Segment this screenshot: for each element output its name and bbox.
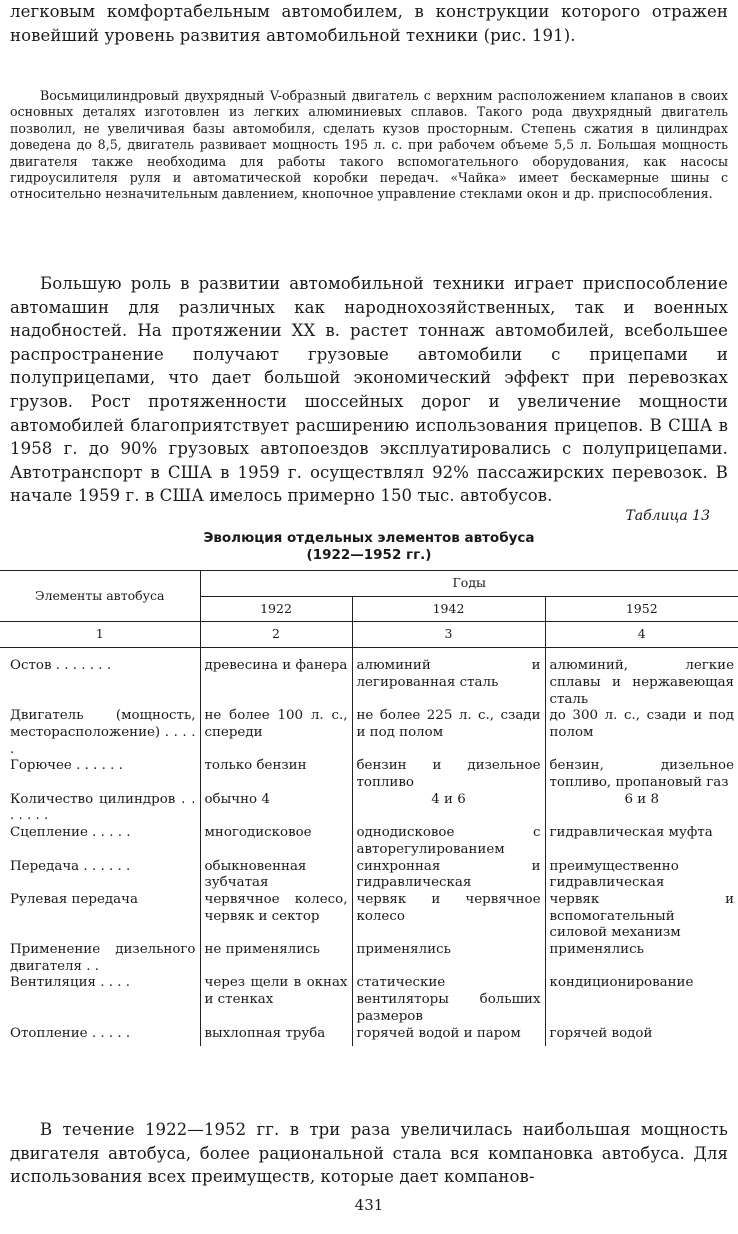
table-cell: гидравлическая муфта (545, 825, 738, 858)
row-label: Остов . . . . . . . (10, 658, 112, 674)
paragraph-small-print: Восьмицилиндровый двухрядный V-образный двигатель с верхним расположением клапанов в своих основных деталях изготовлен из легких алюминиевых сплавов. Такого рода двухрядный двигатель позволил, не увеличивая базы автомобиля, сделать кузов просторным. Степень сжатия в цилиндрах доведена до 8,5, двигатель развивает мощность 195 л. с. при рабочем объеме 5,5 л. Большая мощность двигателя также необходима для работы такого вспомогательного оборудования, как насосы гидроусилителя руля и автоматической коробки передач. «Чайка» имеет бескамерные шины с относительно незначительным давлением, кнопочное управление стеклами окон и др. приспособления. (10, 88, 728, 202)
table-row (0, 975, 738, 1025)
row-label: Отопление . . . . . (10, 1025, 131, 1041)
row-label: Горючее . . . . . . (10, 758, 123, 774)
paragraph-body: Большую роль в развитии автомобильной техники играет приспособление автомашин для различных как народнохозяйственных, так и военных надобностей. На протяжении XX в. растет тоннаж автомобилей, всебольшее распространение получают грузовые автомобили с прицепами и полуприцепами, что дает большой экономический эффект при перевозках грузов. Рост протяженности шоссейных дорог и увеличение мощности автомобилей благоприятствует расширению использования прицепов. В США в 1958 г. до 90% грузовых автопоездов эксплуатировались с полуприцепами. Автотранспорт в США в 1959 г. осуществлял 92% пассажирских перевозок. В начале 1959 г. в США имелось примерно 150 тыс. автобусов. (10, 274, 728, 506)
table-cell: преимущественно гидравлическая (545, 859, 738, 892)
col-header-elements: Элементы автобуса (0, 571, 200, 622)
col-number: 1 (0, 622, 200, 648)
table-cell: многодисковое (200, 825, 352, 858)
col-header-year: 1952 (545, 596, 738, 622)
row-label: Вентиляция . . . . (10, 975, 131, 991)
table-cell: 4 и 6 (352, 792, 545, 825)
table-cell: не более 225 л. с., сзади и под полом (352, 708, 545, 758)
table-cell: не более 100 л. с., спереди (200, 708, 352, 758)
col-number: 3 (352, 622, 545, 648)
col-header-year: 1942 (352, 596, 545, 622)
table-label: Таблица 13 (625, 508, 710, 524)
table-cell: однодисковое с авторегулированием (352, 825, 545, 858)
table-row (0, 942, 738, 975)
table-cell: кондиционирование (545, 975, 738, 1025)
table-title (0, 530, 738, 564)
table-cell: червячное колесо, червяк и сектор (200, 892, 352, 942)
table-row (0, 792, 738, 825)
row-label: Сцепление . . . . . (10, 825, 131, 841)
row-label: Применение дизельного двигателя . . (10, 942, 196, 974)
table-row (0, 758, 738, 791)
table-cell: только бензин (200, 758, 352, 791)
table-cell: горячей водой и паром (352, 1026, 545, 1047)
table-cell: синхронная и гидравлическая (352, 859, 545, 892)
table-row (0, 708, 738, 758)
table-title-line2: (1922—1952 гг.) (306, 547, 432, 563)
table-cell: обычно 4 (200, 792, 352, 825)
paragraph-continued: легковым комфортабельным автомобилем, в конструкции которого отражен новейший уровень развития автомобильной техники (рис. 191). (10, 2, 728, 45)
table-row (0, 892, 738, 942)
table-cell: алюминий, легкие сплавы и нержавеющая сталь (545, 658, 738, 708)
row-label: Двигатель (мощность, месторасположение) . . . . . (10, 708, 196, 757)
row-label: Передача . . . . . . (10, 858, 131, 874)
table-cell: червяк и червячное колесо (352, 892, 545, 942)
table-cell: горячей водой (545, 1026, 738, 1047)
paragraph-body: В течение 1922—1952 гг. в три раза увеличилась наибольшая мощность двигателя автобуса, более рациональной стала вся компановка автобуса. Для использования всех преимуществ, которые дает компанов- (10, 1120, 728, 1187)
table-cell: не применялись (200, 942, 352, 975)
col-number: 2 (200, 622, 352, 648)
col-number: 4 (545, 622, 738, 648)
table-cell: 6 и 8 (545, 792, 738, 825)
page-number: 431 (354, 1196, 384, 1214)
table-cell: применялись (352, 942, 545, 975)
table-row (0, 825, 738, 858)
table-cell: применялись (545, 942, 738, 975)
table-cell: бензин и дизельное топливо (352, 758, 545, 791)
table-row (0, 1026, 738, 1047)
table-row (0, 859, 738, 892)
row-label: Количество цилиндров . . . . . . . (10, 791, 196, 824)
table-cell: бензин, дизельное топливо, пропановый газ (545, 758, 738, 791)
table-cell: червяк и вспомогательный силовой механизм (545, 892, 738, 942)
col-header-years: Годы (200, 571, 738, 597)
bus-evolution-table (0, 570, 738, 1046)
table-cell: через щели в окнах и стенках (200, 975, 352, 1025)
table-cell: выхлопная труба (200, 1026, 352, 1047)
table-cell: до 300 л. с., сзади и под полом (545, 708, 738, 758)
table-cell: обыкновенная зубчатая (200, 859, 352, 892)
col-header-year: 1922 (200, 596, 352, 622)
table-title-line1: Эволюция отдельных элементов автобуса (203, 530, 535, 546)
table-row (0, 658, 738, 708)
table-cell: статические вентиляторы больших размеров (352, 975, 545, 1025)
table-cell: алюминий и легированная сталь (352, 658, 545, 708)
table-cell: древесина и фанера (200, 658, 352, 708)
row-label: Рулевая передача (10, 891, 138, 907)
